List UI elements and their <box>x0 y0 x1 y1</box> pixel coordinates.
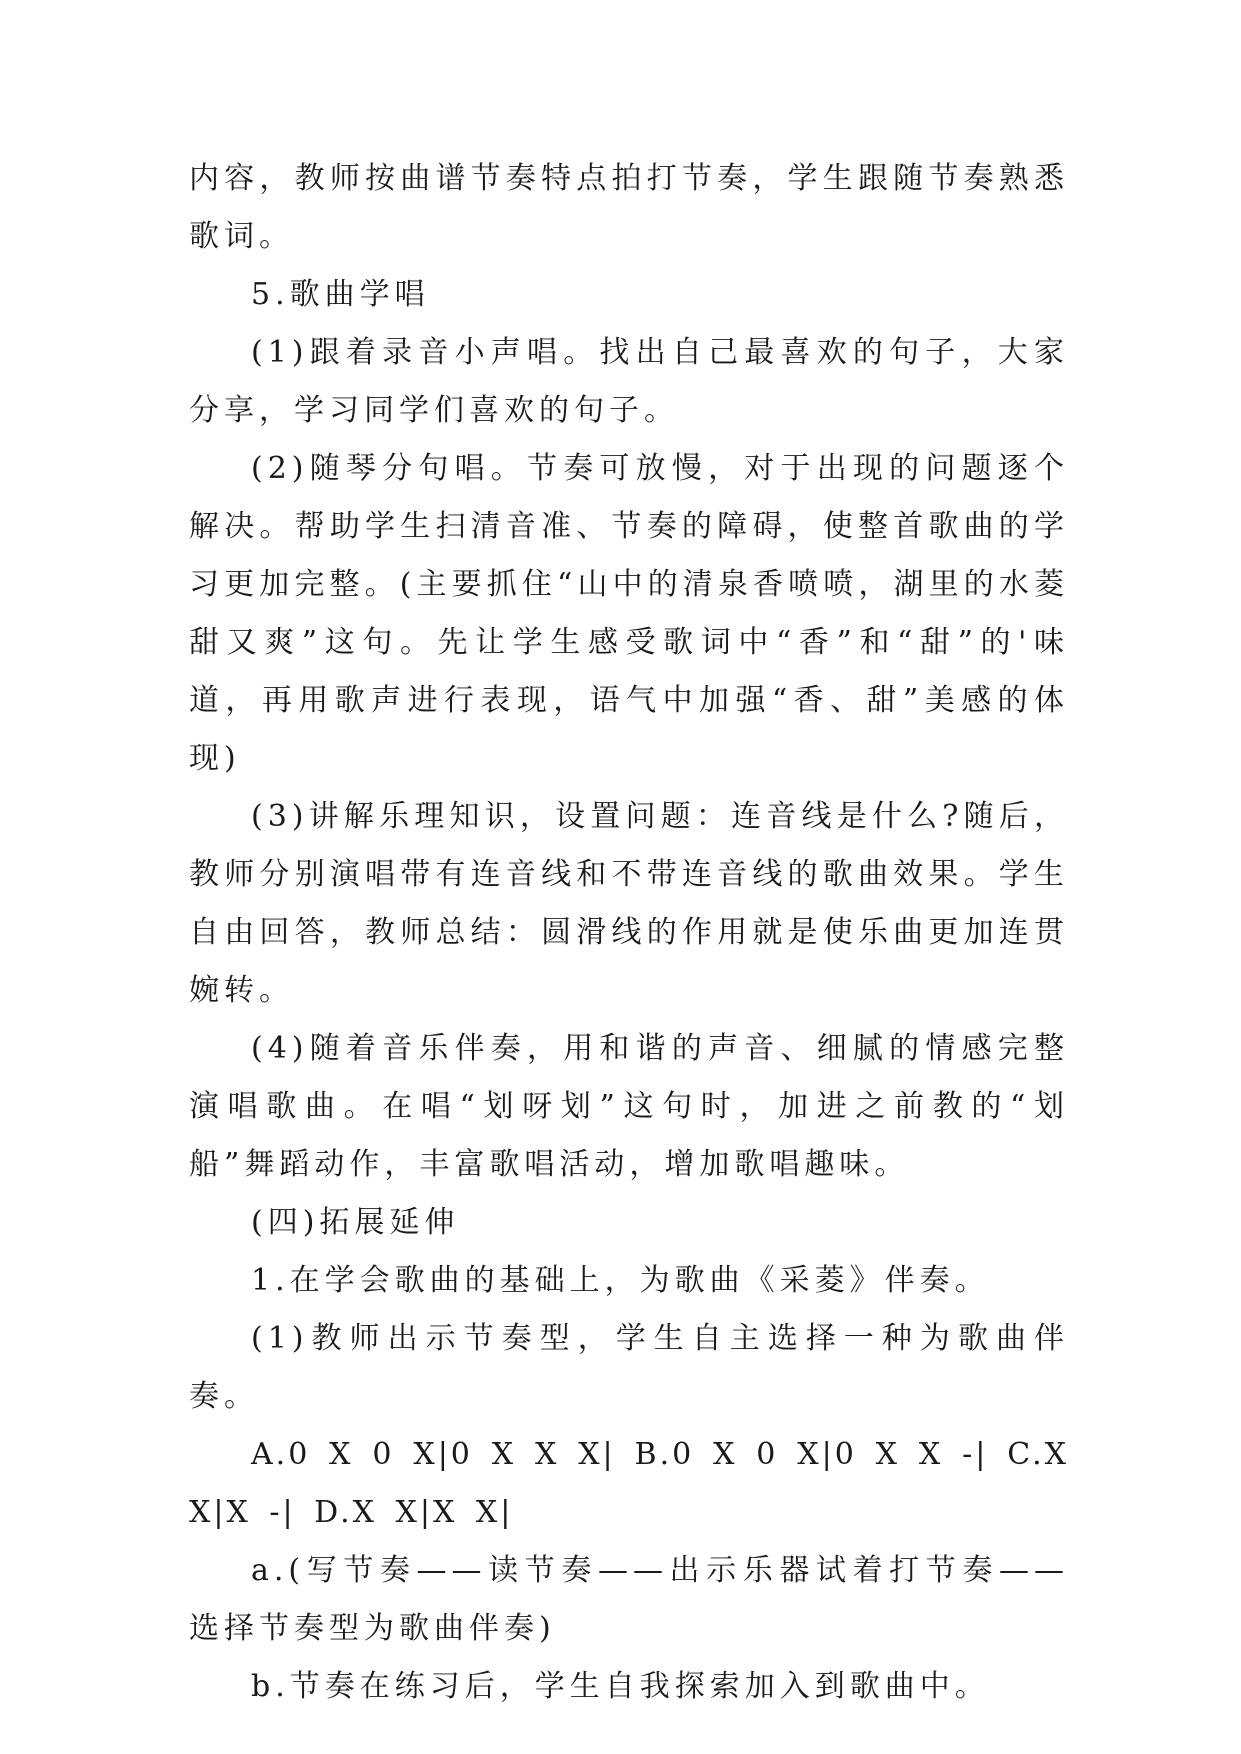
rhythm-options: A.0 X 0 X|0 X X X| B.0 X 0 X|0 X X -| C.X X|X -| D.X X|X X| <box>189 1437 1069 1530</box>
paragraph: a.(写节奏——读节奏——出示乐器试着打节奏——选择节奏型为歌曲伴奏) <box>189 1553 1069 1646</box>
paragraph: (2)随琴分句唱。节奏可放慢，对于出现的问题逐个解决。帮助学生扫清音准、节奏的障碍，使整首歌曲的学习更加完整。(主要抓住“山中的清泉香喷喷，湖里的水菱甜又爽”这句。先让学生感受歌词中“香”和“甜”的'味道，再用歌声进行表现，语气中加强“香、甜”美感的体现) <box>189 451 1069 776</box>
paragraph: (1)跟着录音小声唱。找出自己最喜欢的句子，大家分享，学习同学们喜欢的句子。 <box>189 335 1069 428</box>
paragraph: 1.在学会歌曲的基础上，为歌曲《采菱》伴奏。 <box>251 1263 990 1298</box>
paragraph: b.节奏在练习后，学生自我探索加入到歌曲中。 <box>251 1669 990 1704</box>
paragraph: (4)随着音乐伴奏，用和谐的声音、细腻的情感完整演唱歌曲。在唱“划呀划”这句时，加进之前教的“划船”舞蹈动作，丰富歌唱活动，增加歌唱趣味。 <box>189 1031 1069 1182</box>
paragraph: 内容，教师按曲谱节奏特点拍打节奏，学生跟随节奏熟悉歌词。 <box>189 161 1069 254</box>
section-heading: 5.歌曲学唱 <box>251 277 430 312</box>
document-body <box>189 150 1069 1716</box>
paragraph: (1)教师出示节奏型，学生自主选择一种为歌曲伴奏。 <box>189 1321 1069 1414</box>
section-heading: (四)拓展延伸 <box>251 1205 460 1240</box>
paragraph: (3)讲解乐理知识，设置问题：连音线是什么?随后，教师分别演唱带有连音线和不带连音线的歌曲效果。学生自由回答，教师总结：圆滑线的作用就是使乐曲更加连贯婉转。 <box>189 799 1069 1008</box>
